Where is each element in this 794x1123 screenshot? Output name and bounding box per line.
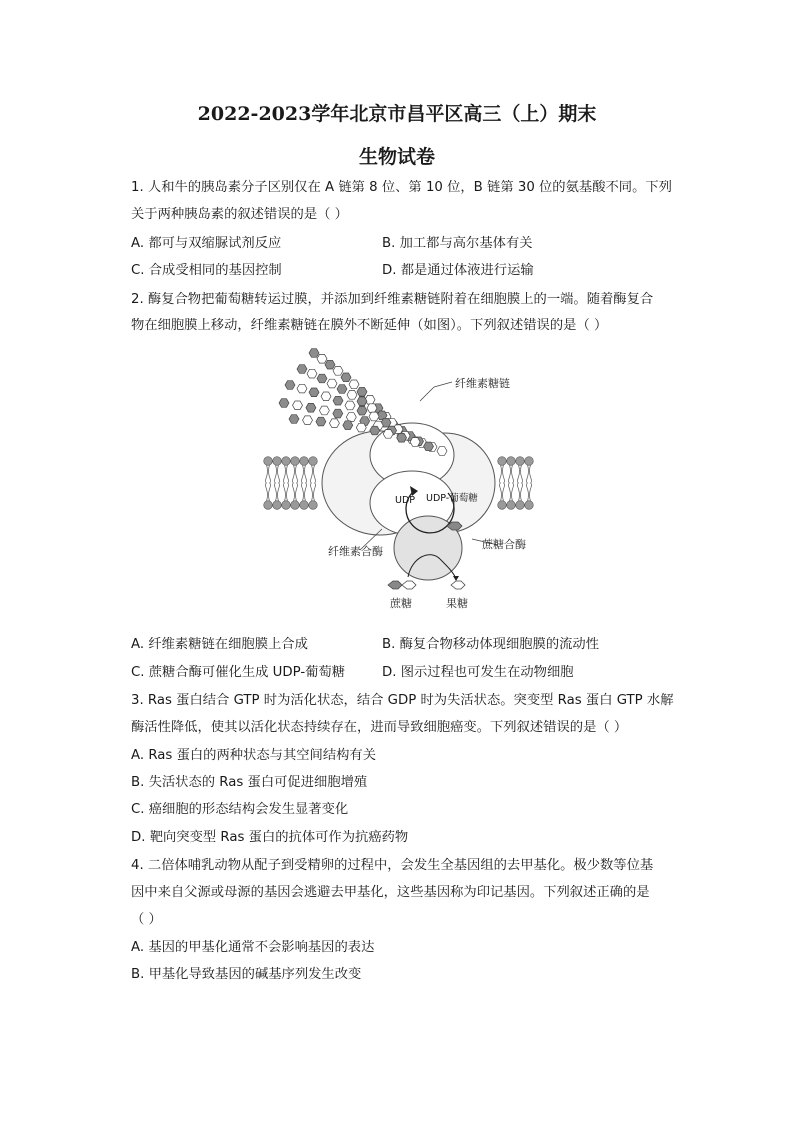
question-3-option-d: D. 靶向突变型 Ras 蛋白的抗体可作为抗癌药物 [131,830,409,845]
question-4-stem-line-1: 4. 二倍体哺乳动物从配子到受精卵的过程中，会发生全基因组的去甲基化。极少数等位基 [131,858,654,873]
label-cellulose-synthase: 纤维素合酶 [328,545,383,558]
cellulose-synthesis-figure [262,343,540,613]
label-fructose: 果糖 [446,597,468,610]
question-3-option-a: A. Ras 蛋白的两种状态与其空间结构有关 [131,748,377,763]
question-2-option-d: D. 图示过程也可发生在动物细胞 [382,665,574,680]
question-3-stem-line-2: 酶活性降低，使其以活化状态持续存在，进而导致细胞癌变。下列叙述错误的是（ ） [131,720,628,735]
question-3-option-c: C. 癌细胞的形态结构会发生显著变化 [131,802,349,817]
question-1-option-b: B. 加工都与高尔基体有关 [382,236,533,251]
question-1-option-d: D. 都是通过体液进行运输 [382,263,534,278]
question-4-option-a: A. 基因的甲基化通常不会影响基因的表达 [131,940,375,955]
question-4-option-b: B. 甲基化导致基因的碱基序列发生改变 [131,967,362,982]
label-sucrose-synthase: 蔗糖合酶 [482,538,526,551]
question-1-option-c: C. 合成受相同的基因控制 [131,263,282,278]
label-udp-glucose: UDP-葡萄糖 [426,493,478,504]
question-3-stem-line-1: 3. Ras 蛋白结合 GTP 时为活化状态，结合 GDP 时为失活状态。突变型 Ras 蛋白 GTP 水解 [131,693,674,708]
question-1-stem-line-2: 关于两种胰岛素的叙述错误的是（ ） [131,207,348,222]
question-2-option-c: C. 蔗糖合酶可催化生成 UDP-葡萄糖 [131,665,346,680]
sucrose-molecule [388,581,416,589]
question-1-stem-line-1: 1. 人和牛的胰岛素分子区别仅在 A 链第 8 位、第 10 位，B 链第 30 位的氨基酸不同。下列 [131,180,672,195]
page-title: 2022-2023学年北京市昌平区高三（上）期末 [197,103,597,125]
label-cellulose-chain: 纤维素糖链 [455,377,510,390]
question-2-option-b: B. 酶复合物移动体现细胞膜的流动性 [382,637,600,652]
label-udp: UDP [395,495,415,506]
label-sucrose: 蔗糖 [390,597,412,610]
question-2-stem-line-1: 2. 酶复合物把葡萄糖转运过膜，并添加到纤维素糖链附着在细胞膜上的一端。随着酶复合 [131,292,654,307]
question-1-option-a: A. 都可与双缩脲试剂反应 [131,236,282,251]
question-2-stem-line-2: 物在细胞膜上移动，纤维素糖链在膜外不断延伸（如图）。下列叙述错误的是（ ） [131,318,608,333]
question-2-option-a: A. 纤维素糖链在细胞膜上合成 [131,637,308,652]
question-4-stem-line-3: （ ） [131,912,162,927]
question-3-option-b: B. 失活状态的 Ras 蛋白可促进细胞增殖 [131,775,368,790]
page-subtitle: 生物试卷 [358,146,435,168]
fructose-molecule [451,581,465,589]
question-4-stem-line-2: 因中来自父源或母源的基因会逃避去甲基化，这些基因称为印记基因。下列叙述正确的是 [131,885,650,900]
